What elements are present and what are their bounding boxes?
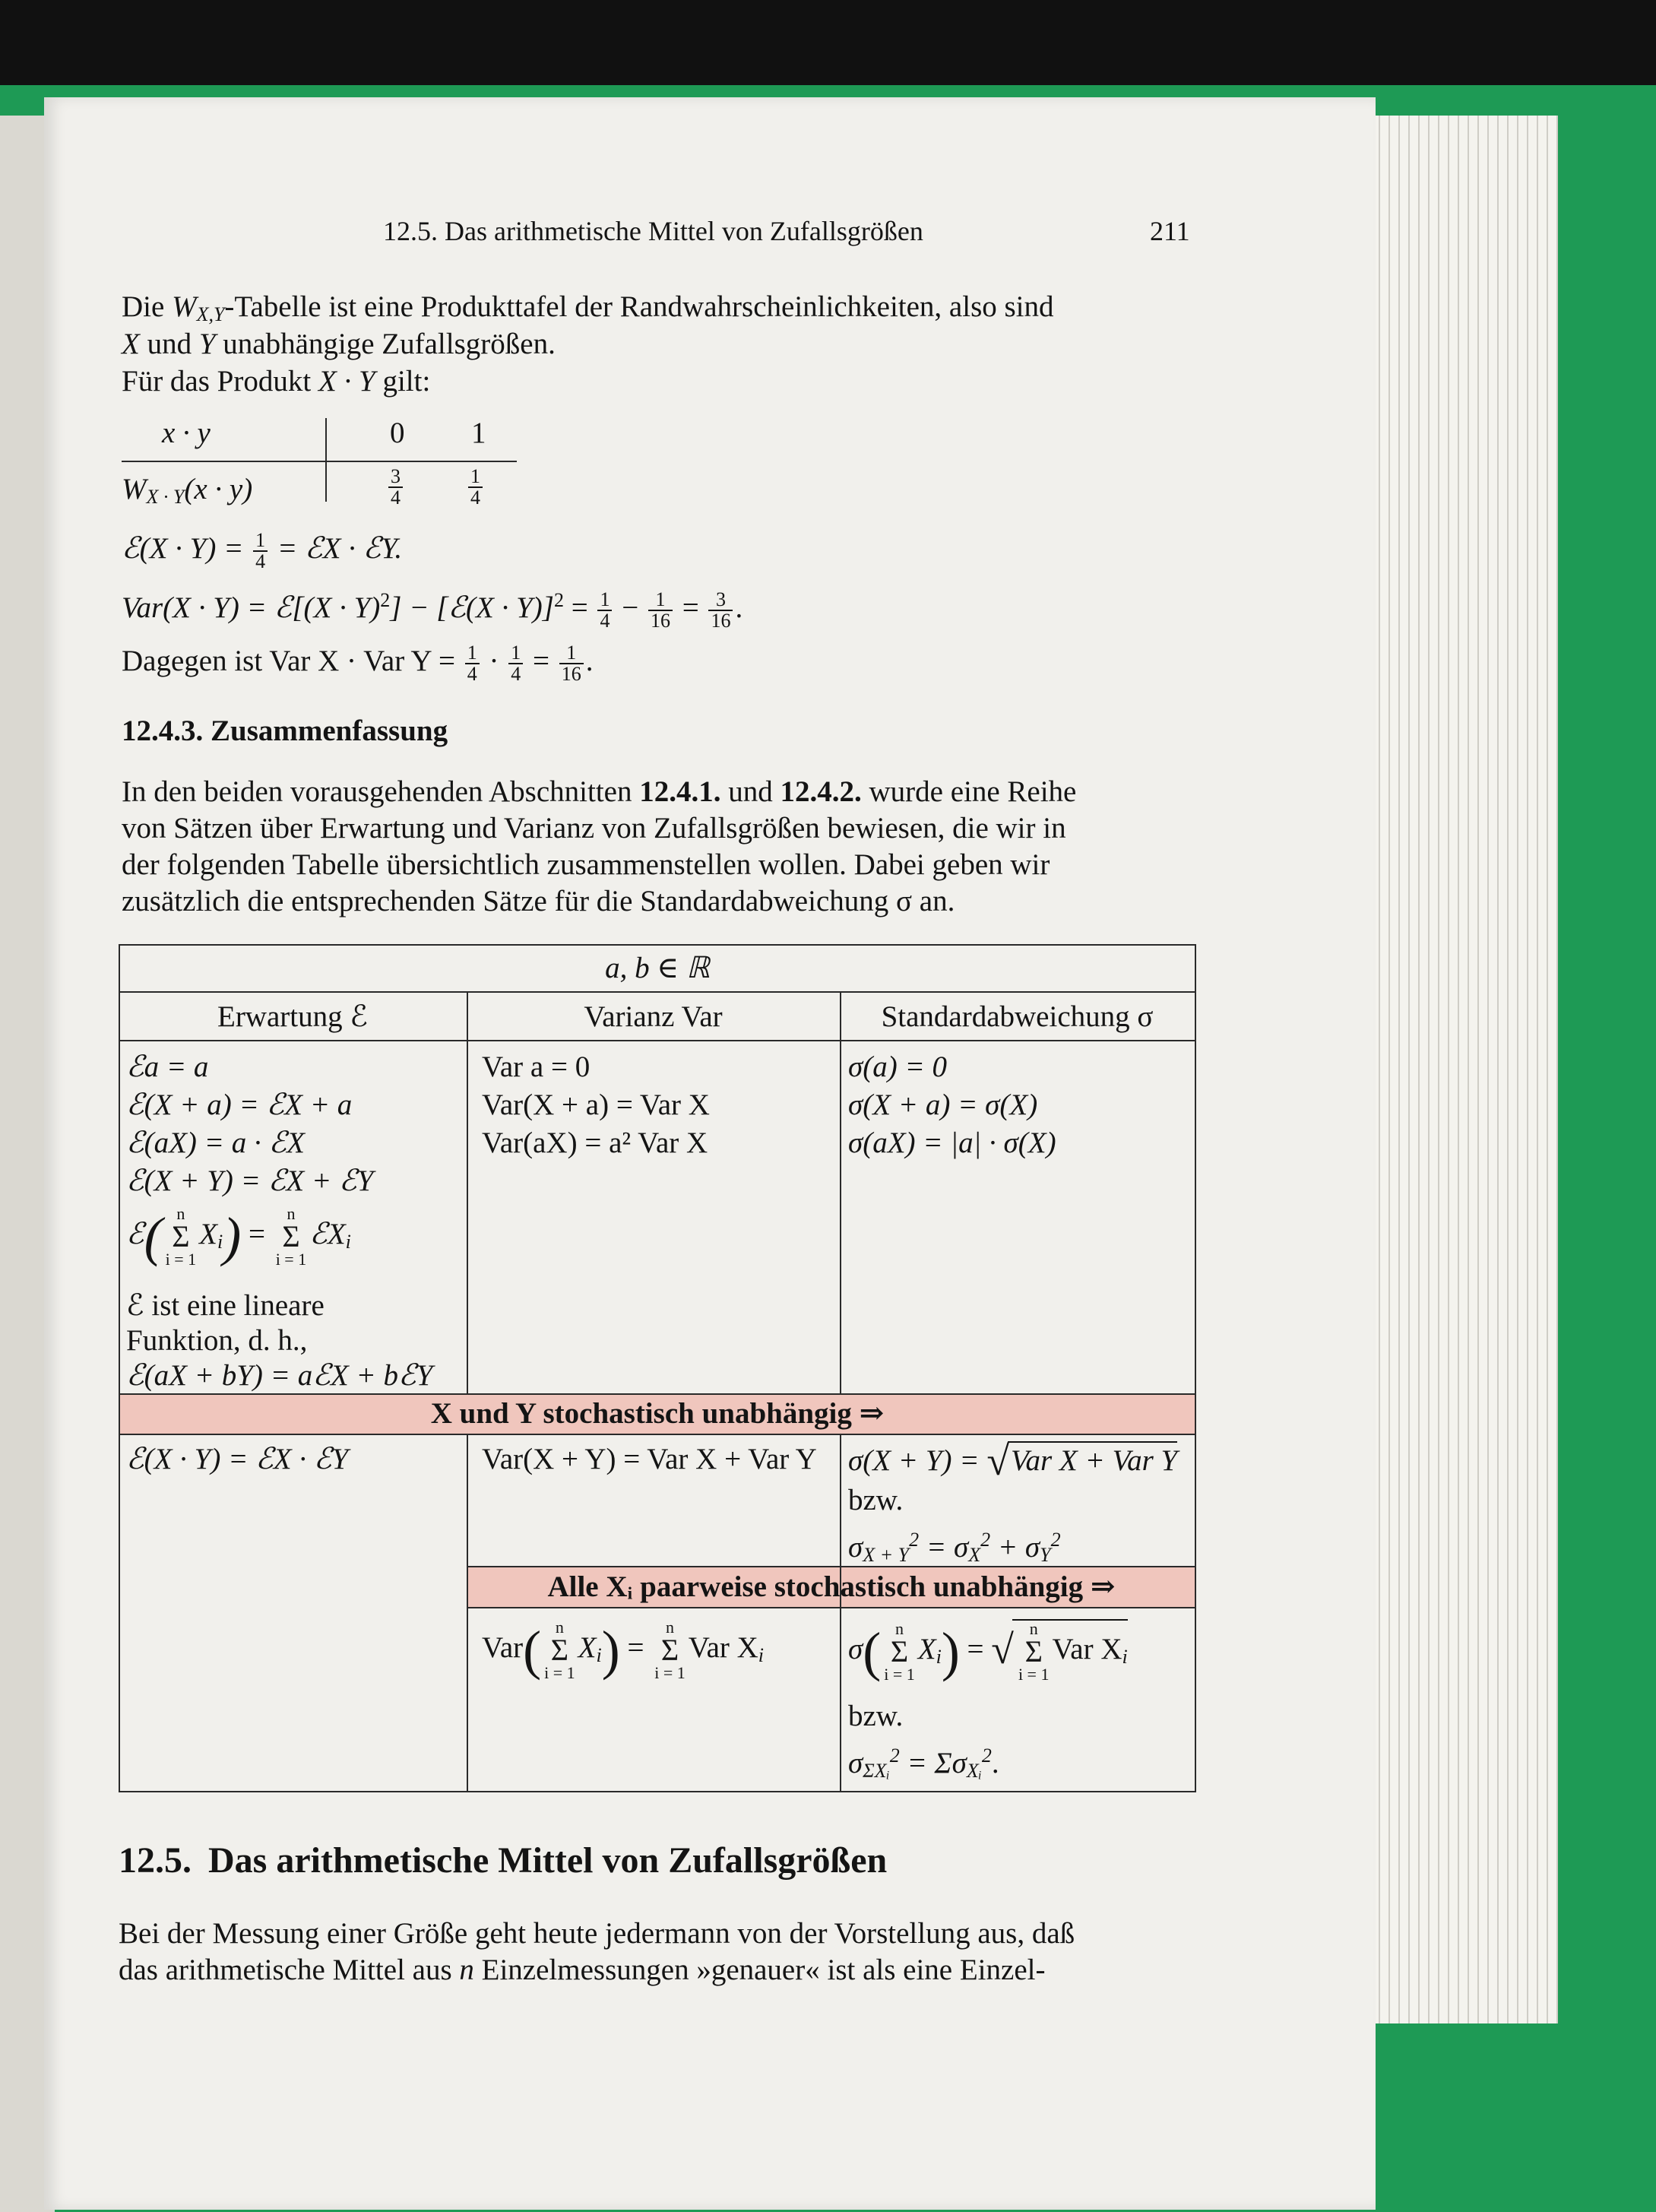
rule-expectation-sum: ℰ(X + Y) = ℰX + ℰY [126, 1165, 374, 1197]
final-paragraph-line-2: das arithmetische Mittel aus n Einzelmessungen »genauer« ist als eine Einzel- [119, 1954, 1046, 1986]
table-border-band2-bottom [467, 1607, 1196, 1608]
section-heading-12-4-3: 12.4.3. Zusammenfassung [122, 715, 448, 747]
rule-expectation-sigma: ℰ( n Σ $i = 1X_i) = n$ Σ i = 1ℰX$_i$ [126, 1204, 351, 1269]
equation-variance-product: Dagegen ist Var X · Var Y = $\frac{1}{4}$ · $\frac{1}{4}$ = $\frac{1}{16}$ . [122, 642, 594, 686]
product-table-prob-0: $\frac{3}{4}$ [386, 467, 405, 508]
pairwise-sd: σ( n Σ $i = 1X_i$) = √ n Σ i = 1Var $X_i$ [848, 1619, 1128, 1684]
rule-expectation-const: ℰa = a [126, 1051, 209, 1083]
table-border-right [1195, 944, 1196, 1792]
section-heading-12-5: 12.5. Das arithmetische Mittel von Zufallsgrößen [119, 1840, 888, 1881]
product-table-value-1: 1 [471, 417, 486, 449]
table-border-top-row [119, 991, 1196, 993]
final-paragraph-line-1: Bei der Messung einer Größe geht heute jedermann von der Vorstellung aus, daß [119, 1917, 1075, 1950]
table-col-divider-2b [840, 1434, 841, 1792]
table-top-cell: a, b ∈ ℝ [605, 952, 710, 984]
rule-sd-const: σ(a) = 0 [848, 1051, 948, 1083]
rule-expectation-shift: ℰ(X + a) = ℰX + a [126, 1089, 353, 1121]
table-col-divider-2a [840, 991, 841, 1394]
linear-note-1: ℰ ist eine lineare [126, 1289, 325, 1322]
indep-sd: σ(X + Y) = √Var X + Var Y [848, 1438, 1178, 1484]
product-table-prob-1: $\frac{1}{4}$ [466, 467, 485, 508]
band-independent-label: X und Y stochastisch unabhängig ⇒ [430, 1397, 885, 1430]
product-table-row-label: $W_{X \cdot Y}(x \cdot y)$ [122, 473, 253, 508]
table-border-bottom [119, 1791, 1196, 1792]
indep-bzw: bzw. [848, 1484, 904, 1516]
linear-note-3: ℰ(aX + bY) = aℰX + bℰY [126, 1359, 433, 1392]
pairwise-variance: Var( n Σ $i = 1X_i) = n$ Σ i = 1Var $X_i$ [482, 1618, 765, 1682]
product-table-vline [325, 418, 327, 502]
paragraph-line-4: zusätzlich die entsprechenden Sätze für die Standardabweichung σ an. [122, 885, 955, 917]
book-page [44, 97, 1376, 2210]
rule-sd-scale: σ(aX) = |a| · σ(X) [848, 1127, 1056, 1159]
table-border-header-row [119, 1040, 1196, 1041]
pairwise-sd-squared: $\sigma_{\Sigma Xᵢ}^2 = \Sigma\sigma_{Xᵢ}^2$. [848, 1745, 999, 1782]
equation-expectation: ℰ(X · Y) = $\frac{1}{4}$ = ℰX · ℰY. [122, 529, 403, 573]
rule-variance-const: Var a = 0 [482, 1051, 591, 1083]
product-table-value-0: 0 [390, 417, 405, 449]
page-stack-edge [1360, 116, 1558, 2023]
intro-line-2: X und Y unabhängige Zufallsgrößen. [122, 328, 556, 360]
table-border-left [119, 944, 120, 1792]
running-title: 12.5. Das arithmetische Mittel von Zufallsgrößen [383, 216, 923, 246]
product-table-col-header: x · y [162, 417, 211, 449]
rule-variance-shift: Var(X + a) = Var X [482, 1089, 710, 1121]
table-col-divider-1b [467, 1434, 468, 1792]
intro-line-1: Die $W_{X,Y}$-Tabelle ist eine Produkttafel der Randwahrscheinlichkeiten, also sind [122, 290, 1054, 325]
intro-line-3: Für das Produkt X · Y gilt: [122, 365, 431, 398]
paragraph-line-3: der folgenden Tabelle übersichtlich zusammenstellen wollen. Dabei geben wir [122, 848, 1050, 881]
paragraph-line-2: von Sätzen über Erwartung und Varianz von Zufallsgrößen bewiesen, die wir in [122, 812, 1066, 845]
linear-note-2: Funktion, d. h., [126, 1324, 308, 1357]
table-border-band2-top [467, 1566, 1196, 1567]
band-pairwise-label: Alle Xᵢ paarweise stochastisch unabhängig ⇒ [547, 1570, 1116, 1603]
equation-variance: Var(X · Y) = ℰ[(X · Y)$^2$] − [ℰ(X · Y)]$^2$ = $\frac{1}{4}$ − $\frac{1}{16}$ = $\frac{3}{16}$ . [122, 588, 743, 632]
product-table-hline [122, 461, 517, 462]
table-col-divider-1a [467, 991, 468, 1394]
indep-sd-squared: $\sigma_{X + Y}^2 = \sigma_X^2 + \sigma_Y^2$ [848, 1529, 1061, 1566]
indep-expectation: ℰ(X · Y) = ℰX · ℰY [126, 1443, 349, 1475]
rule-expectation-scale: ℰ(aX) = a · ℰX [126, 1127, 305, 1159]
header-erwartung: Erwartung ℰ [217, 1000, 368, 1033]
rule-sd-shift: σ(X + a) = σ(X) [848, 1089, 1038, 1121]
indep-variance: Var(X + Y) = Var X + Var Y [482, 1443, 817, 1475]
header-varianz: Varianz Var [584, 1000, 723, 1033]
dark-background-top [0, 0, 1656, 87]
table-border-band1-bottom [119, 1434, 1196, 1435]
table-border-top [119, 944, 1196, 946]
pairwise-bzw: bzw. [848, 1700, 904, 1732]
page-number: 211 [1150, 216, 1190, 246]
header-standardabweichung: Standardabweichung σ [881, 1000, 1154, 1033]
paragraph-line-1: In den beiden vorausgehenden Abschnitten 12.4.1. und 12.4.2. wurde eine Reihe [122, 775, 1077, 808]
rule-variance-scale: Var(aX) = a² Var X [482, 1127, 708, 1159]
